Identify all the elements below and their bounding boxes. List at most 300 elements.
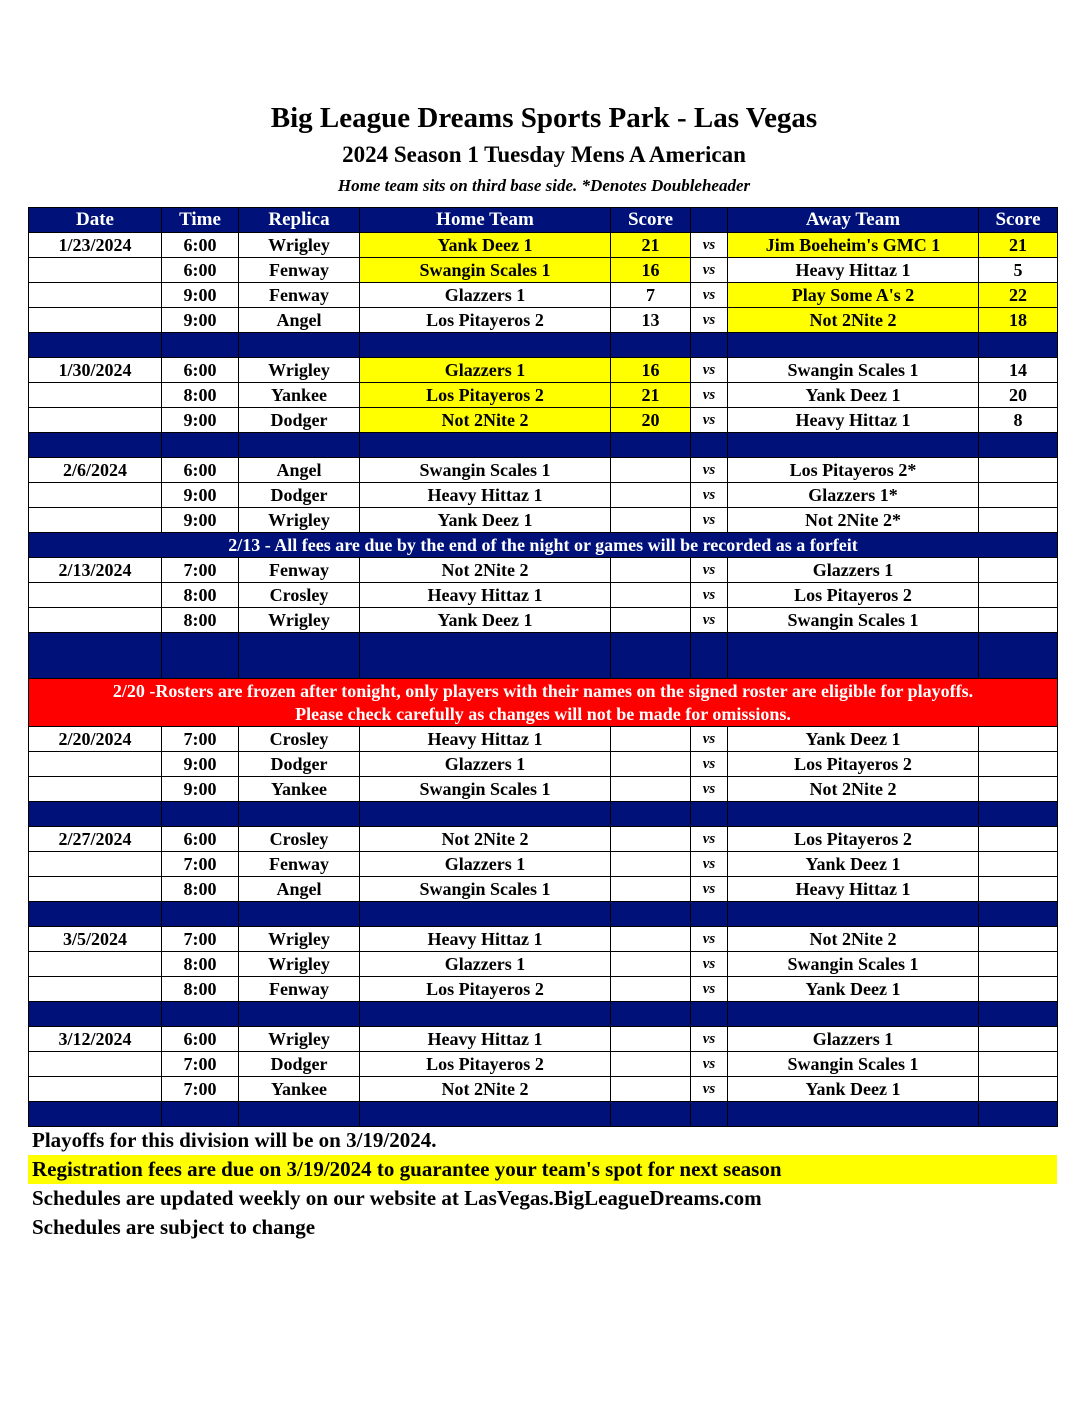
away-score xyxy=(979,852,1058,877)
separator-cell xyxy=(611,802,691,827)
vs-label: vs xyxy=(691,927,728,952)
home-team: Glazzers 1 xyxy=(360,358,611,383)
home-team: Yank Deez 1 xyxy=(360,508,611,533)
game-date xyxy=(29,1052,162,1077)
week-separator-row xyxy=(29,802,1058,827)
separator-cell xyxy=(728,1002,979,1027)
game-row xyxy=(29,877,1058,902)
game-row xyxy=(29,283,1058,308)
game-time: 9:00 xyxy=(162,777,239,802)
field-replica: Angel xyxy=(239,308,360,333)
game-time: 6:00 xyxy=(162,233,239,258)
away-team: Not 2Nite 2 xyxy=(728,777,979,802)
vs-label: vs xyxy=(691,508,728,533)
schedule-header-row xyxy=(29,208,1058,233)
home-team: Yank Deez 1 xyxy=(360,608,611,633)
vs-label: vs xyxy=(691,558,728,583)
game-row xyxy=(29,308,1058,333)
game-time: 7:00 xyxy=(162,927,239,952)
separator-cell xyxy=(611,333,691,358)
game-date xyxy=(29,383,162,408)
separator-cell xyxy=(611,1002,691,1027)
field-replica: Fenway xyxy=(239,558,360,583)
away-score xyxy=(979,583,1058,608)
game-row xyxy=(29,558,1058,583)
separator-cell xyxy=(611,633,691,679)
vs-label: vs xyxy=(691,608,728,633)
separator-cell xyxy=(979,633,1058,679)
roster-alert-row xyxy=(29,679,1058,727)
game-time: 7:00 xyxy=(162,558,239,583)
game-date: 3/12/2024 xyxy=(29,1027,162,1052)
game-date: 2/27/2024 xyxy=(29,827,162,852)
separator-cell xyxy=(360,1102,611,1127)
game-date xyxy=(29,608,162,633)
roster-alert xyxy=(29,679,1058,727)
home-score: 13 xyxy=(611,308,691,333)
field-replica: Dodger xyxy=(239,483,360,508)
vs-label: vs xyxy=(691,977,728,1002)
away-score xyxy=(979,977,1058,1002)
home-team: Heavy Hittaz 1 xyxy=(360,483,611,508)
field-replica: Angel xyxy=(239,458,360,483)
away-team: Los Pitayeros 2 xyxy=(728,752,979,777)
col-header-home-team: Home Team xyxy=(360,208,611,233)
vs-label: vs xyxy=(691,952,728,977)
field-replica: Angel xyxy=(239,877,360,902)
home-team: Swangin Scales 1 xyxy=(360,458,611,483)
home-score xyxy=(611,583,691,608)
vs-label: vs xyxy=(691,383,728,408)
home-team: Glazzers 1 xyxy=(360,752,611,777)
away-score: 20 xyxy=(979,383,1058,408)
separator-cell xyxy=(239,1002,360,1027)
game-row xyxy=(29,827,1058,852)
away-team: Yank Deez 1 xyxy=(728,977,979,1002)
away-team: Los Pitayeros 2 xyxy=(728,583,979,608)
separator-cell xyxy=(728,1102,979,1127)
game-time: 7:00 xyxy=(162,852,239,877)
header-note: Home team sits on third base side. *Denotes Doubleheader xyxy=(337,176,751,195)
game-row xyxy=(29,927,1058,952)
field-replica: Yankee xyxy=(239,1077,360,1102)
separator-cell xyxy=(239,1102,360,1127)
vs-label: vs xyxy=(691,408,728,433)
game-row xyxy=(29,727,1058,752)
away-score: 5 xyxy=(979,258,1058,283)
home-score xyxy=(611,952,691,977)
away-team: Los Pitayeros 2 xyxy=(728,827,979,852)
away-team: Heavy Hittaz 1 xyxy=(728,258,979,283)
home-team: Los Pitayeros 2 xyxy=(360,383,611,408)
game-date xyxy=(29,752,162,777)
game-time: 6:00 xyxy=(162,827,239,852)
separator-cell xyxy=(360,902,611,927)
away-team: Jim Boeheim's GMC 1 xyxy=(728,233,979,258)
separator-cell xyxy=(29,333,162,358)
game-date xyxy=(29,1077,162,1102)
separator-cell xyxy=(360,802,611,827)
game-time: 6:00 xyxy=(162,258,239,283)
subject-to-change-note: Schedules are subject to change xyxy=(32,1215,316,1239)
away-team: Not 2Nite 2 xyxy=(728,308,979,333)
home-team: Heavy Hittaz 1 xyxy=(360,727,611,752)
separator-cell xyxy=(728,333,979,358)
away-score xyxy=(979,752,1058,777)
away-score xyxy=(979,508,1058,533)
home-score: 7 xyxy=(611,283,691,308)
col-header-date: Date xyxy=(29,208,162,233)
page-title: Big League Dreams Sports Park - Las Vegas xyxy=(270,102,818,134)
separator-cell xyxy=(979,802,1058,827)
game-date xyxy=(29,583,162,608)
game-date xyxy=(29,852,162,877)
game-date xyxy=(29,258,162,283)
game-date: 2/6/2024 xyxy=(29,458,162,483)
playoffs-note: Playoffs for this division will be on 3/19/2024. xyxy=(32,1128,437,1152)
away-team: Swangin Scales 1 xyxy=(728,608,979,633)
week-separator-row xyxy=(29,333,1058,358)
separator-cell xyxy=(162,1102,239,1127)
week-separator-row xyxy=(29,1102,1058,1127)
vs-label: vs xyxy=(691,458,728,483)
separator-cell xyxy=(162,902,239,927)
home-score xyxy=(611,852,691,877)
home-team: Swangin Scales 1 xyxy=(360,777,611,802)
field-replica: Wrigley xyxy=(239,508,360,533)
vs-label: vs xyxy=(691,852,728,877)
away-team: Glazzers 1 xyxy=(728,1027,979,1052)
game-time: 9:00 xyxy=(162,483,239,508)
game-row xyxy=(29,508,1058,533)
away-team: Yank Deez 1 xyxy=(728,1077,979,1102)
separator-cell xyxy=(29,902,162,927)
away-team: Not 2Nite 2 xyxy=(728,927,979,952)
game-row xyxy=(29,483,1058,508)
home-team: Glazzers 1 xyxy=(360,283,611,308)
game-date: 3/5/2024 xyxy=(29,927,162,952)
game-row xyxy=(29,1077,1058,1102)
game-time: 7:00 xyxy=(162,1052,239,1077)
week-separator-row xyxy=(29,433,1058,458)
week-separator-row xyxy=(29,1002,1058,1027)
separator-cell xyxy=(29,633,162,679)
separator-cell xyxy=(360,633,611,679)
vs-label: vs xyxy=(691,752,728,777)
away-team: Swangin Scales 1 xyxy=(728,358,979,383)
schedule-table xyxy=(28,207,1058,1127)
away-team: Swangin Scales 1 xyxy=(728,952,979,977)
separator-cell xyxy=(239,433,360,458)
game-time: 9:00 xyxy=(162,408,239,433)
away-score xyxy=(979,777,1058,802)
separator-cell xyxy=(691,433,728,458)
home-team: Not 2Nite 2 xyxy=(360,827,611,852)
game-row xyxy=(29,952,1058,977)
vs-label: vs xyxy=(691,258,728,283)
col-header-away-team: Away Team xyxy=(728,208,979,233)
home-team: Not 2Nite 2 xyxy=(360,408,611,433)
field-replica: Crosley xyxy=(239,583,360,608)
separator-cell xyxy=(360,1002,611,1027)
away-score xyxy=(979,1077,1058,1102)
game-time: 9:00 xyxy=(162,508,239,533)
field-replica: Wrigley xyxy=(239,608,360,633)
home-score xyxy=(611,752,691,777)
away-team: Yank Deez 1 xyxy=(728,383,979,408)
week-separator-row xyxy=(29,633,1058,679)
separator-cell xyxy=(691,1102,728,1127)
game-time: 9:00 xyxy=(162,283,239,308)
game-row xyxy=(29,408,1058,433)
separator-cell xyxy=(239,333,360,358)
game-row xyxy=(29,977,1058,1002)
separator-cell xyxy=(979,902,1058,927)
home-team: Swangin Scales 1 xyxy=(360,258,611,283)
vs-label: vs xyxy=(691,308,728,333)
home-score xyxy=(611,1077,691,1102)
game-row xyxy=(29,358,1058,383)
game-time: 8:00 xyxy=(162,977,239,1002)
field-replica: Fenway xyxy=(239,283,360,308)
away-score xyxy=(979,952,1058,977)
game-date xyxy=(29,952,162,977)
home-score xyxy=(611,927,691,952)
game-row xyxy=(29,383,1058,408)
game-row xyxy=(29,1027,1058,1052)
away-score: 14 xyxy=(979,358,1058,383)
vs-label: vs xyxy=(691,777,728,802)
game-date xyxy=(29,777,162,802)
col-header-home-score: Score xyxy=(611,208,691,233)
away-team: Glazzers 1* xyxy=(728,483,979,508)
roster-alert-line-1: 2/20 -Rosters are frozen after tonight, only players with their names on the signed roster are eligible for playoffs. xyxy=(112,680,974,701)
vs-label: vs xyxy=(691,483,728,508)
vs-label: vs xyxy=(691,358,728,383)
field-replica: Yankee xyxy=(239,383,360,408)
separator-cell xyxy=(29,802,162,827)
home-team: Heavy Hittaz 1 xyxy=(360,583,611,608)
separator-cell xyxy=(239,633,360,679)
vs-label: vs xyxy=(691,283,728,308)
field-replica: Dodger xyxy=(239,1052,360,1077)
separator-cell xyxy=(29,433,162,458)
game-row xyxy=(29,583,1058,608)
separator-cell xyxy=(979,1102,1058,1127)
away-score xyxy=(979,558,1058,583)
separator-cell xyxy=(239,902,360,927)
separator-cell xyxy=(979,433,1058,458)
game-date xyxy=(29,483,162,508)
game-time: 8:00 xyxy=(162,383,239,408)
field-replica: Wrigley xyxy=(239,952,360,977)
away-score: 21 xyxy=(979,233,1058,258)
col-header-away-score: Score xyxy=(979,208,1058,233)
away-score xyxy=(979,1027,1058,1052)
game-time: 6:00 xyxy=(162,458,239,483)
home-score xyxy=(611,977,691,1002)
game-date xyxy=(29,977,162,1002)
game-date: 1/30/2024 xyxy=(29,358,162,383)
field-replica: Crosley xyxy=(239,827,360,852)
away-team: Swangin Scales 1 xyxy=(728,1052,979,1077)
website-note: Schedules are updated weekly on our website at LasVegas.BigLeagueDreams.com xyxy=(32,1186,762,1210)
game-row xyxy=(29,852,1058,877)
away-team: Not 2Nite 2* xyxy=(728,508,979,533)
game-row xyxy=(29,752,1058,777)
home-team: Heavy Hittaz 1 xyxy=(360,1027,611,1052)
home-team: Not 2Nite 2 xyxy=(360,1077,611,1102)
document-header xyxy=(0,98,1088,198)
separator-cell xyxy=(611,902,691,927)
field-replica: Crosley xyxy=(239,727,360,752)
away-team: Heavy Hittaz 1 xyxy=(728,877,979,902)
footer-notes xyxy=(28,1126,1057,1242)
home-team: Glazzers 1 xyxy=(360,952,611,977)
away-score xyxy=(979,608,1058,633)
separator-cell xyxy=(162,633,239,679)
home-score xyxy=(611,458,691,483)
col-header-replica: Replica xyxy=(239,208,360,233)
vs-label: vs xyxy=(691,1027,728,1052)
away-team: Heavy Hittaz 1 xyxy=(728,408,979,433)
game-row xyxy=(29,608,1058,633)
separator-cell xyxy=(162,333,239,358)
game-date xyxy=(29,508,162,533)
separator-cell xyxy=(728,433,979,458)
field-replica: Fenway xyxy=(239,852,360,877)
away-score xyxy=(979,827,1058,852)
game-time: 9:00 xyxy=(162,752,239,777)
home-team: Yank Deez 1 xyxy=(360,233,611,258)
fee-notice-row xyxy=(29,533,1058,558)
away-team: Play Some A's 2 xyxy=(728,283,979,308)
away-team: Los Pitayeros 2* xyxy=(728,458,979,483)
game-date xyxy=(29,877,162,902)
field-replica: Wrigley xyxy=(239,233,360,258)
separator-cell xyxy=(691,802,728,827)
home-team: Los Pitayeros 2 xyxy=(360,977,611,1002)
game-date: 2/13/2024 xyxy=(29,558,162,583)
away-score xyxy=(979,727,1058,752)
game-date: 1/23/2024 xyxy=(29,233,162,258)
away-team: Yank Deez 1 xyxy=(728,852,979,877)
away-score xyxy=(979,927,1058,952)
separator-cell xyxy=(728,902,979,927)
game-time: 8:00 xyxy=(162,952,239,977)
separator-cell xyxy=(29,1102,162,1127)
game-row xyxy=(29,1052,1058,1077)
away-team: Yank Deez 1 xyxy=(728,727,979,752)
away-team: Glazzers 1 xyxy=(728,558,979,583)
col-header-time: Time xyxy=(162,208,239,233)
field-replica: Dodger xyxy=(239,752,360,777)
home-team: Los Pitayeros 2 xyxy=(360,308,611,333)
field-replica: Wrigley xyxy=(239,927,360,952)
game-row xyxy=(29,777,1058,802)
game-time: 8:00 xyxy=(162,608,239,633)
away-score xyxy=(979,1052,1058,1077)
home-score: 20 xyxy=(611,408,691,433)
home-score xyxy=(611,558,691,583)
separator-cell xyxy=(691,1002,728,1027)
away-score xyxy=(979,483,1058,508)
separator-cell xyxy=(979,333,1058,358)
away-score xyxy=(979,877,1058,902)
away-score: 22 xyxy=(979,283,1058,308)
home-score: 21 xyxy=(611,233,691,258)
away-score xyxy=(979,458,1058,483)
separator-cell xyxy=(239,802,360,827)
separator-cell xyxy=(360,433,611,458)
game-time: 7:00 xyxy=(162,1077,239,1102)
separator-cell xyxy=(691,633,728,679)
home-score: 16 xyxy=(611,358,691,383)
week-separator-row xyxy=(29,902,1058,927)
vs-label: vs xyxy=(691,877,728,902)
home-score xyxy=(611,1052,691,1077)
separator-cell xyxy=(728,802,979,827)
registration-note: Registration fees are due on 3/19/2024 to guarantee your team's spot for next season xyxy=(28,1155,1057,1184)
home-score xyxy=(611,1027,691,1052)
home-team: Heavy Hittaz 1 xyxy=(360,927,611,952)
game-date xyxy=(29,308,162,333)
home-score: 21 xyxy=(611,383,691,408)
vs-label: vs xyxy=(691,583,728,608)
page-subtitle: 2024 Season 1 Tuesday Mens A American xyxy=(342,142,746,167)
game-date xyxy=(29,408,162,433)
game-time: 6:00 xyxy=(162,1027,239,1052)
roster-alert-line-2: Please check carefully as changes will not be made for omissions. xyxy=(295,703,791,724)
separator-cell xyxy=(728,633,979,679)
vs-label: vs xyxy=(691,1052,728,1077)
separator-cell xyxy=(162,802,239,827)
home-score xyxy=(611,483,691,508)
game-time: 8:00 xyxy=(162,583,239,608)
game-time: 6:00 xyxy=(162,358,239,383)
vs-label: vs xyxy=(691,827,728,852)
field-replica: Dodger xyxy=(239,408,360,433)
game-row xyxy=(29,458,1058,483)
home-score xyxy=(611,827,691,852)
separator-cell xyxy=(611,433,691,458)
away-score: 18 xyxy=(979,308,1058,333)
separator-cell xyxy=(162,1002,239,1027)
game-time: 9:00 xyxy=(162,308,239,333)
separator-cell xyxy=(691,333,728,358)
field-replica: Yankee xyxy=(239,777,360,802)
game-date xyxy=(29,283,162,308)
game-row xyxy=(29,233,1058,258)
separator-cell xyxy=(611,1102,691,1127)
home-team: Glazzers 1 xyxy=(360,852,611,877)
fee-notice-text: 2/13 - All fees are due by the end of the night or games will be recorded as a forfeit xyxy=(29,533,1058,558)
separator-cell xyxy=(162,433,239,458)
home-score xyxy=(611,727,691,752)
home-score xyxy=(611,608,691,633)
game-date: 2/20/2024 xyxy=(29,727,162,752)
home-score xyxy=(611,877,691,902)
home-score xyxy=(611,508,691,533)
separator-cell xyxy=(691,902,728,927)
col-header-vs xyxy=(691,208,728,233)
schedule-body xyxy=(29,233,1058,1127)
home-team: Not 2Nite 2 xyxy=(360,558,611,583)
game-time: 7:00 xyxy=(162,727,239,752)
field-replica: Wrigley xyxy=(239,358,360,383)
field-replica: Fenway xyxy=(239,977,360,1002)
home-team: Los Pitayeros 2 xyxy=(360,1052,611,1077)
